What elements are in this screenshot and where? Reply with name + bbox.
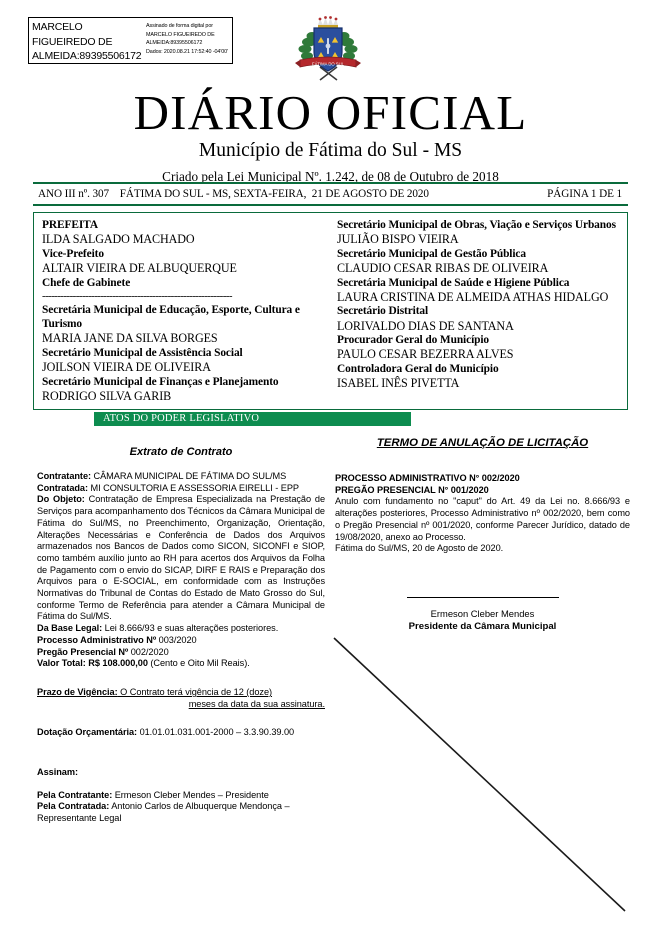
edition-bar: [33, 182, 628, 206]
pregao-line: Pregão Presencial Nº 002/2020: [37, 646, 169, 657]
masthead-subtitle: Município de Fátima do Sul - MS: [198, 140, 463, 161]
vigencia-line-2: meses da data da sua assinatura.: [188, 698, 325, 709]
annulment-place-date: Fátima do Sul/MS, 20 de Agosto de 2020.: [335, 543, 504, 554]
objeto-paragraph: Do Objeto: Contratação de Empresa Especializada na Prestação de Serviços para acompanhamento dos Técnicos da Câmara Municipal de Fátima do Sul/MS, no Preenchimento, Organização, Orientação, Alterações Necessárias e Conferência de Dados dos Arquivos armazenados nos Bancos de Dados como SICON, SICONFI e SIOP, como também auxílio junto ao RH para acertos dos Arquivos da Folha de Pagamento com o envio do SICAP, DIRF E RAIS e Preparação dos Arquivos para o E-SOCIAL, em conformidade com as Instruções Normativas do Tribunal de Contas do Estado de Mato Grosso do Sul, conforme Termo de Referência para atender a Câmara Municipal de Fátima do Sul/MS.: [37, 494, 326, 622]
contratada-line: Contratada: MI CONSULTORIA E ASSESSORIA EIRELLI - EPP: [37, 482, 299, 493]
pela-contratada-line: Pela Contratada: Antonio Carlos de Albuquerque Mendonça – Representante Legal: [37, 801, 290, 824]
official-role: Secretário Municipal de Obras, Viação e Serviços Urbanos: [337, 219, 616, 231]
official-role: Secretário Distrital: [337, 305, 429, 318]
section-banner-legislative-acts: ATOS DO PODER LEGISLATIVO: [94, 412, 411, 426]
official-name: JULIÃO BISPO VIEIRA: [337, 232, 459, 247]
signature-metadata: Assinado de forma digital por MARCELO FIGUEIREDO DE ALMEIDA:89395506172 Dados: 2020.08.21 17:52:40 -04'00': [146, 23, 228, 55]
masthead-law-line: Criado pela Lei Municipal Nº. 1.242, de 08 de Outubro de 2018: [162, 169, 499, 184]
valor-line: Valor Total: R$ 108.000,00 (Cento e Oito Mil Reais).: [37, 658, 250, 669]
page-title: DIÁRIO OFICIAL: [133, 85, 528, 140]
official-name: CLAUDIO CESAR RIBAS DE OLIVEIRA: [337, 261, 549, 275]
svg-text:FÁTIMA DO SUL: FÁTIMA DO SUL: [312, 61, 344, 67]
official-role: Procurador Geral do Município: [337, 334, 490, 347]
official-role: Secretário Municipal de Finanças e Planejamento: [42, 375, 279, 388]
officials-column-right: [329, 213, 627, 409]
vigencia-block: [37, 687, 325, 710]
official-name: LORIVALDO DIAS DE SANTANA: [337, 318, 514, 333]
signers-block: [37, 790, 325, 825]
official-role: Secretária Municipal de Saúde e Higiene Pública: [337, 276, 570, 289]
official-name: ALTAIR VIEIRA DE ALBUQUERQUE: [42, 261, 237, 275]
official-role: Secretária Municipal de Educação, Esporte, Cultura e Turismo: [42, 303, 300, 330]
official-name: MARIA JANE DA SILVA BORGES: [42, 331, 218, 346]
annulment-heading: TERMO DE ANULAÇÃO DE LICITAÇÃO: [376, 437, 589, 449]
pela-contratante-line: Pela Contratante: Ermeson Cleber Mendes – Presidente: [37, 789, 269, 800]
officials-box: [33, 212, 628, 410]
vigencia-line-1: Prazo de Vigência: O Contrato terá vigência de 12 (doze): [37, 686, 273, 697]
assinam-heading: Assinam:: [37, 767, 78, 778]
annulment-pregao-line: PREGÃO PRESENCIAL N° 001/2020: [335, 484, 489, 495]
signer-title: Presidente da Câmara Municipal: [408, 620, 557, 632]
official-name: LAURA CRISTINA DE ALMEIDA ATHAS HIDALGO: [337, 289, 609, 304]
annulment-column: [335, 437, 630, 633]
diagonal-cancellation-stroke: [325, 625, 635, 917]
annulment-processo-line: PROCESSO ADMINISTRATIVO N° 002/2020: [335, 473, 520, 483]
annulment-signature-block: [335, 597, 630, 633]
official-name: ILDA SALGADO MACHADO: [42, 232, 195, 247]
official-name: RODRIGO SILVA GARIB: [42, 388, 172, 403]
signature-rule: [407, 597, 559, 598]
municipal-coat-of-arms-icon: [292, 16, 364, 84]
annulment-paragraph: Anulo com fundamento no "caput" do Art. 49 da Lei no. 8.666/93 e alterações posteriores, Processo Administrativo nº 002/2020, bem como o Pregão Presencial nº 001/2020, conforme Parecer Jurídico, datado de 19/08/2020, anexo ao Processo.: [335, 496, 630, 542]
signer-name: Ermeson Cleber Mendes: [430, 607, 535, 619]
official-role: Chefe de Gabinete: [42, 276, 131, 289]
official-role: Controladora Geral do Município: [337, 362, 499, 375]
signature-subject-name: MARCELO FIGUEIREDO DE ALMEIDA:89395506172: [32, 21, 142, 62]
official-role: Secretário Municipal de Assistência Social: [42, 346, 243, 359]
official-name: PAULO CESAR BEZERRA ALVES: [337, 347, 514, 362]
dotacao-block: Dotação Orçamentária: 01.01.01.031.001-2000 – 3.3.90.39.00: [37, 727, 295, 738]
officials-divider: --------------------------------------------------------------: [42, 289, 232, 302]
digital-signature-stamp: [28, 17, 233, 64]
official-name: ISABEL INÊS PIVETTA: [337, 376, 460, 391]
processo-line: Processo Administrativo Nº 003/2020: [37, 634, 197, 645]
base-legal-line: Da Base Legal: Lei 8.666/93 e suas alterações posteriores.: [37, 623, 279, 634]
contract-body: [37, 471, 325, 670]
edition-info: ANO III nº. 307 FÁTIMA DO SUL - MS, SEXTA-FEIRA, 21 DE AGOSTO DE 2020: [38, 188, 429, 200]
official-role: Secretário Municipal de Gestão Pública: [337, 247, 526, 260]
masthead: [0, 85, 661, 184]
official-role: Vice-Prefeito: [42, 247, 104, 260]
contract-extract-heading: Extrato de Contrato: [129, 446, 233, 458]
contratante-line: Contratante: CÂMARA MUNICIPAL DE FÁTIMA DO SUL/MS: [37, 471, 287, 481]
contract-extract-column: [37, 446, 325, 825]
official-name: JOILSON VIEIRA DE OLIVEIRA: [42, 360, 211, 374]
annulment-body: [335, 473, 630, 555]
page-indicator: PÁGINA 1 DE 1: [547, 188, 622, 200]
officials-column-left: [34, 213, 329, 409]
official-role: PREFEITA: [42, 219, 98, 231]
